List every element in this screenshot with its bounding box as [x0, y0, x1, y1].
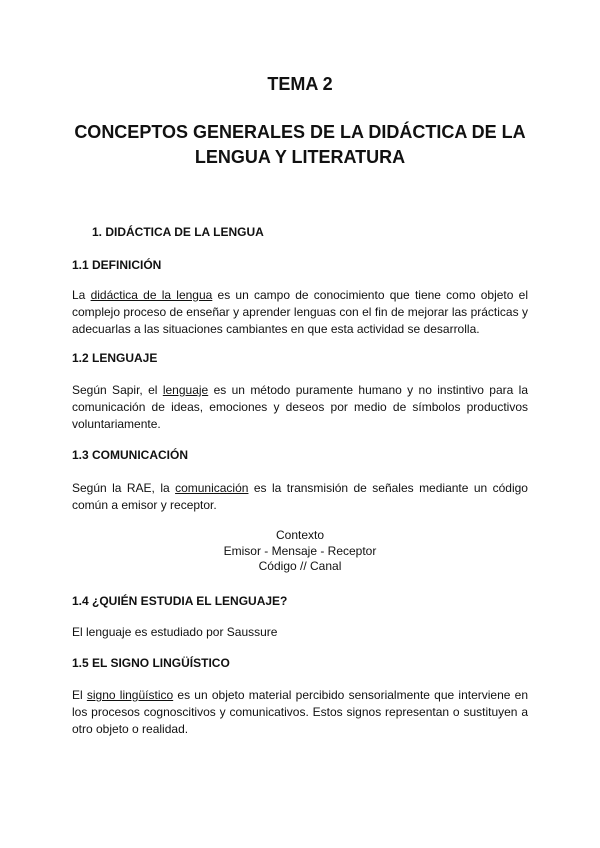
text: es la transmisión de señales mediante un código común a emisor y receptor.: [72, 481, 528, 512]
diagram-line: Contexto: [275, 528, 325, 542]
paragraph: El lenguaje es estudiado por Saussure: [72, 625, 278, 639]
text: Según la RAE, la: [72, 481, 176, 495]
subsection-heading: 1.3 COMUNICACIÓN: [72, 448, 189, 462]
section-heading: 1. DIDÁCTICA DE LA LENGUA: [92, 225, 264, 239]
text: es un objeto material percibido sensorialmente que interviene en los procesos cognoscitivos y comunicativos. Estos signos representan o sustituyen a otro objeto o realidad.: [72, 688, 528, 736]
text: La: [72, 288, 91, 302]
underlined-term: comunicación: [175, 481, 249, 495]
underlined-term: lenguaje: [162, 383, 209, 397]
tema-heading: TEMA 2: [267, 74, 333, 94]
text: Según Sapir, el: [72, 383, 163, 397]
document-title: CONCEPTOS GENERALES DE LA DIDÁCTICA DE LA LENGUA Y LITERATURA: [74, 122, 526, 167]
paragraph: [72, 687, 528, 738]
paragraph: [72, 480, 528, 514]
subsection-heading: 1.5 EL SIGNO LINGÜÍSTICO: [72, 656, 230, 670]
paragraph: [72, 382, 528, 433]
underlined-term: signo lingüístico: [86, 688, 174, 702]
diagram-line: Código // Canal: [258, 559, 342, 573]
diagram-line: Emisor - Mensaje - Receptor: [223, 543, 377, 558]
subsection-heading: 1.1 DEFINICIÓN: [72, 258, 162, 272]
subsection-heading: 1.2 LENGUAJE: [72, 351, 158, 365]
text: es un método puramente humano y no instintivo para la comunicación de ideas, emociones y deseos por medio de símbolos productivos voluntariamente.: [72, 383, 529, 431]
text: es un campo de conocimiento que tiene como objeto el complejo proceso de enseñar y aprender lenguas con el fin de mejorar las prácticas y adecuarlas a las situaciones cambiantes en que esta actividad se desarrolla.: [72, 288, 528, 336]
paragraph: [72, 287, 528, 338]
underlined-term: didáctica de la lengua: [90, 288, 213, 302]
communication-diagram: [0, 528, 600, 575]
subsection-heading: 1.4 ¿QUIÉN ESTUDIA EL LENGUAJE?: [72, 594, 288, 608]
text: El: [72, 688, 87, 702]
